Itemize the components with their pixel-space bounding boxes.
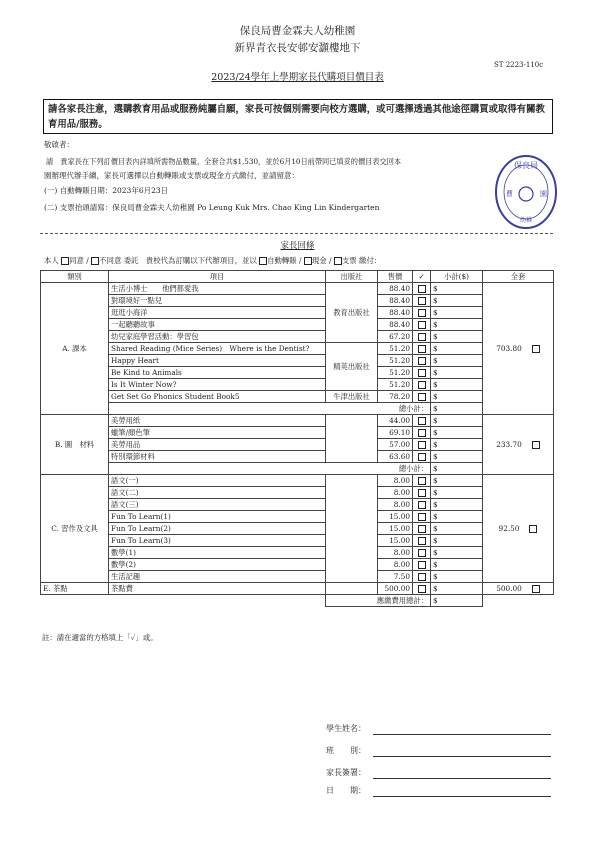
- check-box[interactable]: [418, 453, 426, 461]
- price: 57.00: [378, 439, 413, 451]
- category-label: E. 茶點: [41, 583, 109, 595]
- table-row: [41, 511, 554, 523]
- svg-text:幼稚: 幼稚: [519, 217, 533, 224]
- auto-transfer-label: 自動轉賬: [267, 256, 297, 265]
- item-name: 語文(一): [109, 475, 326, 487]
- check-box[interactable]: [418, 429, 426, 437]
- item-check[interactable]: [413, 355, 431, 367]
- item-check[interactable]: [413, 523, 431, 535]
- school-name: 保良局曹金霖夫人幼稚園: [239, 25, 356, 37]
- salutation: 敬啟者：: [44, 140, 74, 149]
- item-check[interactable]: [413, 343, 431, 355]
- cut-line: [40, 233, 553, 234]
- item-name: 特別環節材料: [109, 451, 326, 463]
- item-name: Get Set Go Phonics Student Book5: [109, 391, 326, 403]
- item-name: 語文(三): [109, 499, 326, 511]
- item-name: 一起聽聽故事: [109, 319, 326, 331]
- header-check: ✓: [413, 271, 431, 283]
- price: 44.00: [378, 415, 413, 427]
- subtotal-cell[interactable]: $: [431, 403, 483, 415]
- check-box[interactable]: [418, 477, 426, 485]
- subtotal-cell[interactable]: $: [431, 355, 483, 367]
- price: 67.20: [378, 331, 413, 343]
- subtotal-cell[interactable]: $: [431, 523, 483, 535]
- item-name: 數學(2): [109, 559, 326, 571]
- parent-signature-field[interactable]: [373, 778, 551, 779]
- section-check-box[interactable]: [532, 441, 540, 449]
- table-row: [41, 331, 554, 343]
- subtotal-cell[interactable]: $: [431, 319, 483, 331]
- form-title: 2023/24學年上學期家長代購項目價目表: [211, 72, 384, 83]
- check-box[interactable]: [418, 321, 426, 329]
- item-name: 蠟筆/顏色筆: [109, 427, 326, 439]
- check-box[interactable]: [418, 525, 426, 533]
- item-check[interactable]: [413, 559, 431, 571]
- table-row: [41, 439, 554, 451]
- table-row: [41, 355, 554, 367]
- item-name: 生活小博士 他們都愛我: [109, 283, 326, 295]
- check-box[interactable]: [418, 573, 426, 581]
- section-total: [483, 415, 554, 475]
- price: 88.40: [378, 295, 413, 307]
- item-name: Is It Winter Now?: [109, 379, 326, 391]
- item-name: 語文(二): [109, 487, 326, 499]
- price: 51.20: [378, 367, 413, 379]
- price: 63.60: [378, 451, 413, 463]
- check-box[interactable]: [418, 297, 426, 305]
- item-check[interactable]: [413, 511, 431, 523]
- svg-text:保良局: 保良局: [514, 161, 538, 170]
- section-total: [483, 283, 554, 415]
- item-check[interactable]: [413, 571, 431, 583]
- price: 51.20: [378, 343, 413, 355]
- school-address: 新界青衣長安邨安灝樓地下: [234, 42, 361, 54]
- subtotal-label: 總小計：: [109, 403, 431, 415]
- item-name: 茶點費: [109, 583, 326, 595]
- section-total: [483, 583, 554, 595]
- table-row: [41, 547, 554, 559]
- table-row: [41, 559, 554, 571]
- check-box[interactable]: [418, 309, 426, 317]
- parent-signature-label: 家長簽署：: [326, 768, 366, 777]
- table-row: [41, 535, 554, 547]
- subtotal-cell[interactable]: $: [431, 439, 483, 451]
- check-box[interactable]: [418, 333, 426, 341]
- grand-total-label: 應繳費用總計：: [326, 595, 431, 607]
- price: 88.40: [378, 307, 413, 319]
- section-check-box[interactable]: [532, 585, 540, 593]
- agree-checkbox[interactable]: [61, 257, 69, 265]
- item-check[interactable]: [413, 499, 431, 511]
- subtotal-cell[interactable]: $: [431, 487, 483, 499]
- price: 88.40: [378, 319, 413, 331]
- date-field[interactable]: [373, 796, 551, 797]
- header-price: 售價: [378, 271, 413, 283]
- item-check[interactable]: [413, 439, 431, 451]
- student-name-label: 學生姓名：: [326, 724, 366, 733]
- subtotal-cell[interactable]: $: [431, 583, 483, 595]
- item-check[interactable]: [413, 427, 431, 439]
- reply-middle: 委託 貴校代為訂購以下代辦項目，並以: [123, 256, 257, 265]
- subtotal-cell[interactable]: $: [431, 379, 483, 391]
- section-b: [41, 415, 554, 475]
- form-code: ST 2223-110c: [494, 61, 544, 69]
- reply-prefix: 本人: [44, 256, 59, 265]
- check-box[interactable]: [418, 369, 426, 377]
- table-header: [41, 271, 554, 283]
- table-row: [41, 391, 554, 403]
- date-label: 日 期：: [326, 786, 366, 795]
- item-name: 美勞用紙: [109, 415, 326, 427]
- item-name: 數學(1): [109, 547, 326, 559]
- price: 51.20: [378, 355, 413, 367]
- blank: [41, 595, 326, 607]
- item-check[interactable]: [413, 295, 431, 307]
- category-label: B. 圖 材料: [41, 415, 109, 475]
- item-name: 逛逛小海洋: [109, 307, 326, 319]
- price: 15.00: [378, 511, 413, 523]
- item-name: Fun To Learn(1): [109, 511, 326, 523]
- header-item: 項目: [109, 271, 326, 283]
- subtotal-cell[interactable]: $: [431, 283, 483, 295]
- subtotal-cell[interactable]: $: [431, 499, 483, 511]
- subtotal-cell[interactable]: $: [431, 307, 483, 319]
- section-c: [41, 475, 554, 583]
- header-total: 全套: [483, 271, 554, 283]
- section-e: [41, 583, 554, 607]
- check-box[interactable]: [418, 501, 426, 509]
- section-total: [483, 475, 554, 583]
- subtotal-cell[interactable]: $: [431, 331, 483, 343]
- subtotal-cell[interactable]: $: [431, 535, 483, 547]
- class-label: 班 別：: [326, 746, 366, 755]
- letter-item-1: (一) 自動轉賬日期：2023年6月23日: [44, 186, 169, 195]
- reply-slip-title: 家長回條: [280, 241, 315, 251]
- table-row: [41, 295, 554, 307]
- subtotal-cell[interactable]: $: [431, 415, 483, 427]
- class-field[interactable]: [373, 756, 551, 757]
- publisher: 教育出版社: [326, 283, 378, 343]
- subtotal-label: 總小計：: [109, 463, 431, 475]
- blank: [483, 595, 554, 607]
- subtotal-cell[interactable]: $: [431, 595, 483, 607]
- item-name: Be Kind to Animals: [109, 367, 326, 379]
- svg-text:園: 園: [540, 190, 547, 198]
- publisher: [326, 583, 378, 595]
- letter-line-1: 請 貴家長在下列訂價目表內詳填所需物品數量，全套合共$1,530，並於6月10日前帶同已填妥的價目表交回本: [46, 157, 402, 166]
- table-row: [41, 451, 554, 463]
- item-check[interactable]: [413, 451, 431, 463]
- price: 15.00: [378, 523, 413, 535]
- subtotal-cell[interactable]: $: [431, 511, 483, 523]
- table-row: [41, 499, 554, 511]
- table-row: [41, 379, 554, 391]
- table-row: [41, 571, 554, 583]
- section-check-box[interactable]: [529, 525, 537, 533]
- publisher: 牛津出版社: [326, 391, 378, 403]
- section-a: [41, 283, 554, 415]
- price: 15.00: [378, 535, 413, 547]
- price: 8.00: [378, 499, 413, 511]
- price: 8.00: [378, 547, 413, 559]
- check-box[interactable]: [418, 441, 426, 449]
- cheque-checkbox[interactable]: [334, 257, 342, 265]
- table-row: [41, 415, 554, 427]
- agree-label: 同意: [69, 256, 84, 265]
- table-row: [41, 583, 554, 595]
- school-seal-stamp: [492, 152, 560, 232]
- table-row: [41, 475, 554, 487]
- price: 8.00: [378, 475, 413, 487]
- footnote: 註：請在適當的方格填上「✓」或。: [42, 633, 158, 642]
- section-total-value: 92.50: [498, 523, 520, 533]
- table-row: [41, 319, 554, 331]
- category-label: A. 課本: [41, 283, 109, 415]
- table-row: [41, 307, 554, 319]
- section-total-value: 233.70: [496, 439, 522, 449]
- subtotal-row: [41, 463, 554, 475]
- item-name: 幼兒家庭學習活動：學習包: [109, 331, 326, 343]
- item-name: 對環境好一點兒: [109, 295, 326, 307]
- check-box[interactable]: [418, 381, 426, 389]
- price: 500.00: [378, 583, 413, 595]
- disagree-label: 不同意: [99, 256, 122, 265]
- disagree-checkbox[interactable]: [91, 257, 99, 265]
- item-check[interactable]: [413, 307, 431, 319]
- item-check[interactable]: [413, 283, 431, 295]
- subtotal-cell[interactable]: $: [431, 463, 483, 475]
- item-name: Happy Heart: [109, 355, 326, 367]
- header-publisher: 出版社: [326, 271, 378, 283]
- item-check[interactable]: [413, 583, 431, 595]
- check-box[interactable]: [418, 417, 426, 425]
- cheque-label: 支票: [341, 256, 357, 265]
- letter-item-2: (二) 支票抬頭請寫：保良局曹金霖夫人幼稚園 Po Leung Kuk Mrs. Chao King Lin Kindergarten: [44, 203, 380, 212]
- subtotal-cell[interactable]: $: [431, 475, 483, 487]
- check-box[interactable]: [418, 345, 426, 353]
- check-box[interactable]: [418, 357, 426, 365]
- auto-transfer-checkbox[interactable]: [259, 257, 267, 265]
- table-row: [41, 427, 554, 439]
- table-row: [41, 523, 554, 535]
- letter-line-2: 園辦理代辦手續，家長可選擇以自動轉賬或支票或現金方式繳付，並請留意：: [44, 171, 299, 180]
- check-box[interactable]: [418, 549, 426, 557]
- check-box[interactable]: [418, 393, 426, 401]
- subtotal-cell[interactable]: $: [431, 571, 483, 583]
- item-check[interactable]: [413, 415, 431, 427]
- subtotal-cell[interactable]: $: [431, 559, 483, 571]
- reply-line: 本人 同意 / 不同意 委託 貴校代為訂購以下代辦項目，並以 自動轉賬 / 現金 / 支票 繳付：: [44, 256, 382, 265]
- table-row: [41, 343, 554, 355]
- price: 7.50: [378, 571, 413, 583]
- check-box[interactable]: [418, 561, 426, 569]
- table-row: [41, 367, 554, 379]
- order-table: [40, 270, 554, 607]
- item-check[interactable]: [413, 535, 431, 547]
- item-check[interactable]: [413, 379, 431, 391]
- price: 69.10: [378, 427, 413, 439]
- check-box[interactable]: [418, 537, 426, 545]
- item-name: Fun To Learn(3): [109, 535, 326, 547]
- cash-label: 現金: [311, 256, 327, 265]
- cash-checkbox[interactable]: [304, 257, 312, 265]
- item-check[interactable]: [413, 391, 431, 403]
- notice-box: 請各家長注意，選購教育用品或服務純屬自願，家長可按個別需要向校方選購，或可選擇透過其他途徑購買或取得有關教育用品/服務。: [43, 99, 553, 134]
- check-box[interactable]: [418, 585, 426, 593]
- publisher: [326, 475, 378, 583]
- subtotal-cell[interactable]: $: [431, 427, 483, 439]
- section-total-value: 500.00: [496, 583, 522, 593]
- item-check[interactable]: [413, 319, 431, 331]
- table-row: [41, 487, 554, 499]
- item-name: Fun To Learn(2): [109, 523, 326, 535]
- reply-suffix: 繳付：: [359, 256, 382, 265]
- student-name-field[interactable]: [373, 734, 551, 735]
- subtotal-row: [41, 403, 554, 415]
- section-total-value: 703.80: [496, 343, 522, 353]
- item-check[interactable]: [413, 367, 431, 379]
- item-check[interactable]: [413, 487, 431, 499]
- grand-total-row: [41, 595, 554, 607]
- subtotal-cell[interactable]: $: [431, 451, 483, 463]
- publisher: [326, 415, 378, 463]
- item-check[interactable]: [413, 331, 431, 343]
- table-row: [41, 283, 554, 295]
- check-box[interactable]: [418, 285, 426, 293]
- price: 8.00: [378, 487, 413, 499]
- publisher: 精英出版社: [326, 343, 378, 391]
- category-label: C. 習作及文具: [41, 475, 109, 583]
- check-box[interactable]: [418, 489, 426, 497]
- price: 8.00: [378, 559, 413, 571]
- item-name: Shared Reading (Mice Series) Where is the Dentist?: [109, 343, 326, 355]
- item-check[interactable]: [413, 547, 431, 559]
- price: 78.20: [378, 391, 413, 403]
- subtotal-cell[interactable]: $: [431, 343, 483, 355]
- subtotal-cell[interactable]: $: [431, 295, 483, 307]
- check-box[interactable]: [418, 513, 426, 521]
- price: 51.20: [378, 379, 413, 391]
- item-name: 生活記趣: [109, 571, 326, 583]
- subtotal-cell[interactable]: $: [431, 391, 483, 403]
- item-check[interactable]: [413, 475, 431, 487]
- header-category: 類別: [41, 271, 109, 283]
- price: 88.40: [378, 283, 413, 295]
- item-name: 美勞用品: [109, 439, 326, 451]
- section-check-box[interactable]: [532, 345, 540, 353]
- svg-text:曹: 曹: [506, 190, 513, 198]
- subtotal-cell[interactable]: $: [431, 547, 483, 559]
- subtotal-cell[interactable]: $: [431, 367, 483, 379]
- header-subtotal: 小計($): [431, 271, 483, 283]
